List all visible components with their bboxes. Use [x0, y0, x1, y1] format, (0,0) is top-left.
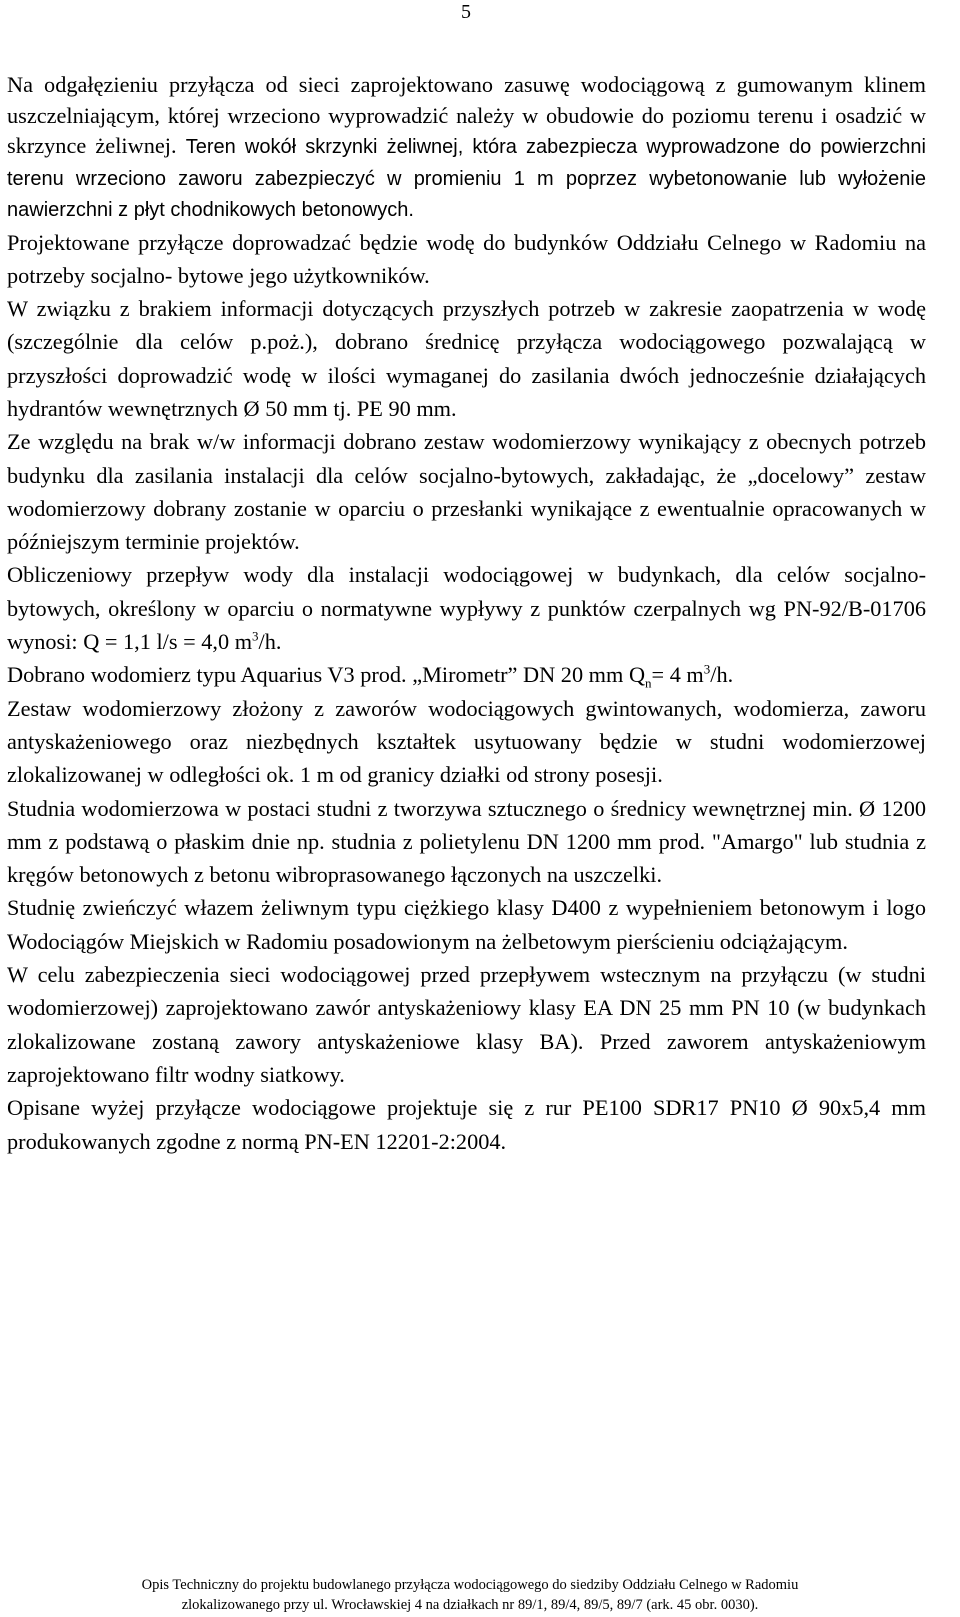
paragraph-meter-set: Ze względu na brak w/w informacji dobrano zestaw wodomierzowy wynikający z obecnych potrzeb budynku dla zasilania instalacji dla celów socjalno-bytowych, zakładając, że „docelowy” zestaw wodomierzowy dobrany zostanie w oparciu o przesłanki wynikające z ewentualnie opracowanych w późniejszym terminie projektów. — [7, 429, 926, 555]
paragraph-manhole: Studnię zwieńczyć włazem żeliwnym typu ciężkiego klasy D400 z wypełnieniem betonowym i logo Wodociągów Miejskich w Radomiu posadowionym na żelbetowym pierścieniu odciążającym. — [7, 895, 926, 954]
water-meter-text: Dobrano wodomierz typu Aquarius V3 prod. „Mirometr” DN 20 mm Q — [7, 662, 646, 688]
water-meter-subscript: n — [645, 675, 652, 691]
paragraph-meter-assembly: Zestaw wodomierzowy złożony z zaworów wodociągowych gwintowanych, wodomierza, zaworu antyskażeniowego oraz niezbędnych kształtek usytuowany będzie w studni wodomierzowej zlokalizowanej w odległości ok. 1 m od granicy działki od strony posesji. — [7, 695, 926, 788]
paragraph-design-flow — [7, 558, 926, 658]
design-flow-exponent: 3 — [252, 628, 259, 644]
paragraph-connection-purpose: Projektowane przyłącze doprowadzać będzie wodę do budynków Oddziału Celnego w Radomiu na potrzeby socjalno- bytowe jego użytkowników. — [7, 229, 926, 288]
paragraph-gate-valve-text: Na odgałęzieniu przyłącza od sieci zaprojektowano zasuwę wodociągową z gumowanym klinem uszczelniającym, której wrzeciono wyprowadzić należy w obudowie do poziomu terenu i osadzić w skrzynce żeliwnej. — [7, 72, 926, 158]
document-body — [7, 70, 926, 1158]
page-footer — [0, 1575, 940, 1615]
paragraph-diameter-selection: W związku z brakiem informacji dotyczących przyszłych potrzeb w zakresie zaopatrzenia w wodę (szczególnie dla celów p.poż.), dobrano średnicę przyłącza wodociągowego pozwalającą w przyszłości doprowadzić wodę w ilości wymaganej do zasilania dwóch jednocześnie działających hydrantów wewnętrznych Ø 50 mm tj. PE 90 mm. — [7, 296, 926, 421]
paragraph-surface-protection-text: Teren wokół skrzynki żeliwnej, która zabezpiecza wyprowadzone do powierzchni terenu wrzeciono zaworu zabezpieczyć w promieniu 1 m poprzez wybetonowanie lub wyłożenie nawierzchni z płyt chodnikowych betonowych. — [7, 136, 926, 221]
design-flow-unit-end: /h. — [258, 629, 282, 655]
design-flow-text: Obliczeniowy przepływ wody dla instalacji wodociągowej w budynkach, dla celów socjalno- bytowych, określony w oparciu o normatywne wypływy z punktów czerpalnych wg PN-92/B-01706 wynosi: Q = 1,1 l/s = 4,0 m — [7, 562, 926, 655]
footer-line-2: zlokalizowanego przy ul. Wrocławskiej 4 na działkach nr 89/1, 89/4, 89/5, 89/7 (ark. 45 obr. 0030). — [181, 1597, 759, 1613]
water-meter-exponent: 3 — [703, 661, 711, 677]
paragraph-gate-valve — [7, 70, 926, 226]
footer-line-1: Opis Techniczny do projektu budowlanego przyłącza wodociągowego do siedziby Oddziału Celnego w Radomiu — [141, 1577, 799, 1593]
paragraph-meter-well: Studnia wodomierzowa w postaci studni z tworzywa sztucznego o średnicy wewnętrznej min. Ø 1200 mm z podstawą o płaskim dnie np. studnia z polietylenu DN 1200 mm prod. "Amargo" lub studnia z kręgów betonowych z betonu wibroprasowanego łączonych na uszczelki. — [7, 795, 926, 888]
page-number: 5 — [461, 1, 471, 23]
paragraph-water-meter — [7, 658, 926, 691]
paragraph-pipe-material: Opisane wyżej przyłącze wodociągowe projektuje się z rur PE100 SDR17 PN10 Ø 90x5,4 mm produkowanych zgodne z normą PN-EN 12201-2:2004. — [7, 1095, 926, 1154]
water-meter-value: = 4 m — [651, 662, 704, 688]
paragraph-backflow: W celu zabezpieczenia sieci wodociągowej przed przepływem wstecznym na przyłączu (w studni wodomierzowej) zaprojektowano zawór antyskażeniowy klasy EA DN 25 mm PN 10 (w budynkach zlokalizowane zostaną zawory antyskażeniowe klasy BA). Przed zaworem antyskażeniowym zaprojektowano filtr wodny siatkowy. — [7, 962, 926, 1087]
water-meter-unit-end: /h. — [710, 662, 734, 688]
